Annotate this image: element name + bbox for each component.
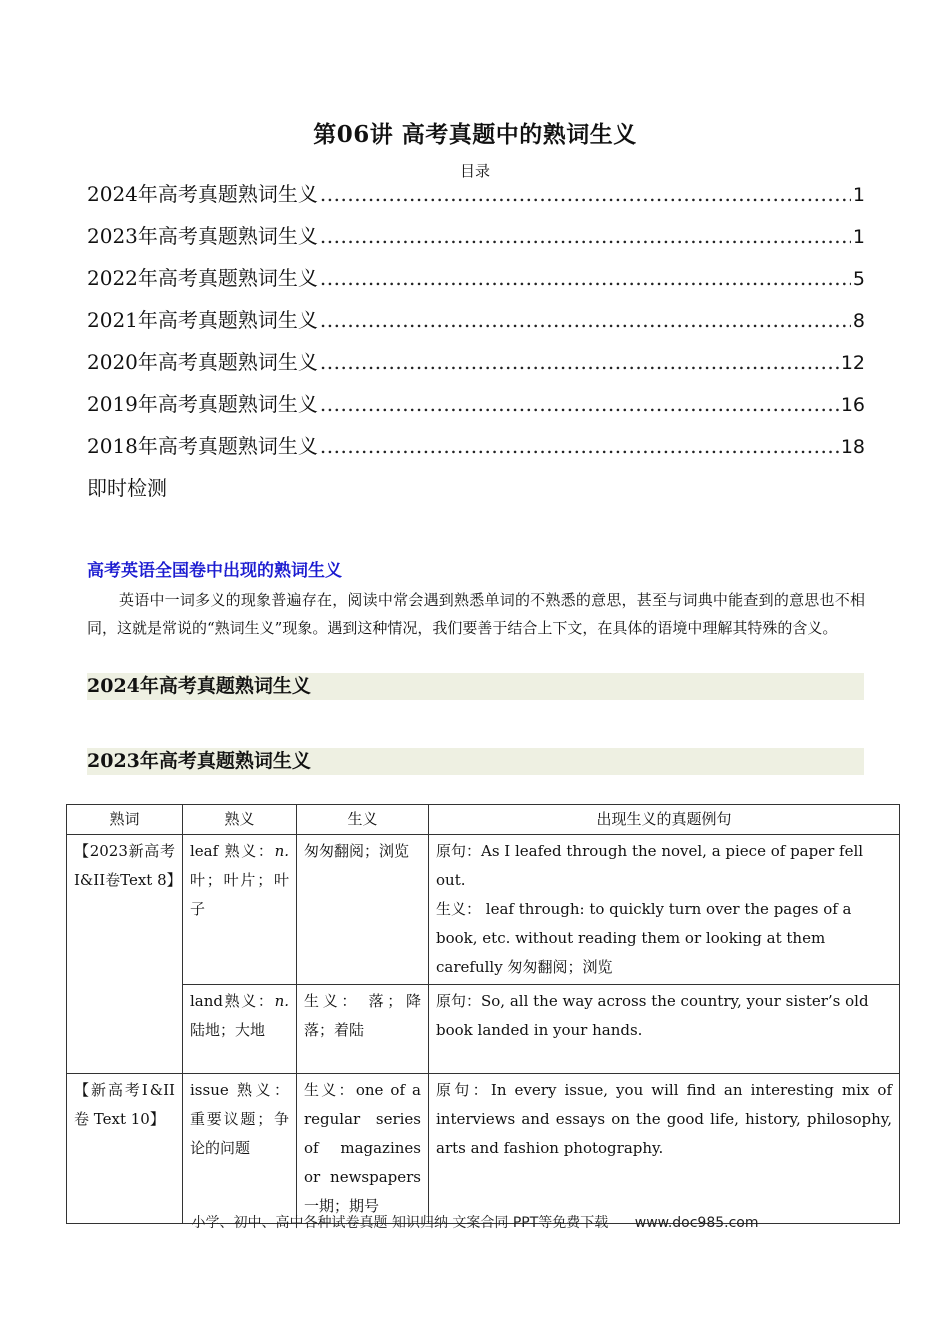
toc-leader-dots [320, 178, 851, 210]
toc-entry-2021[interactable] [87, 304, 865, 346]
toc-entry-page: 18 [840, 436, 865, 458]
example-original: 原句：As I leafed through the novel, a piece of paper fell out. [436, 842, 864, 889]
new-meaning: 匆匆翻阅；浏览 [304, 842, 410, 860]
familiar-cell [183, 1074, 297, 1224]
familiar-meaning: 陆地；大地 [190, 1021, 266, 1039]
toc-entry-2019[interactable] [87, 388, 865, 430]
section-banner-2023: 2023年高考真题熟词生义 [87, 748, 864, 775]
example-original: 原句：So, all the way across the country, your sister’s old book landed in your hands. [436, 992, 869, 1039]
toc-entry-page: 1 [852, 184, 865, 206]
toc-entry-label: 2022年高考真题熟词生义 [87, 266, 318, 290]
toc-leader-dots [320, 262, 851, 294]
header-word: 熟词 [67, 805, 183, 835]
table-row [67, 1074, 900, 1224]
toc-entry-label: 2023年高考真题熟词生义 [87, 224, 318, 248]
toc-entry-label: 2020年高考真题熟词生义 [87, 350, 318, 374]
new-meaning: 生义：one of a regular series of magazines or newspapers 一期；期号 [304, 1081, 421, 1215]
table-row [67, 985, 900, 1074]
table-of-contents [87, 178, 865, 514]
example-cell [429, 985, 900, 1074]
familiar-meaning: issue 熟义：重要议题；争论的问题 [190, 1081, 289, 1157]
familiar-prefix: 熟义： [223, 992, 275, 1010]
section-banner-2024: 2024年高考真题熟词生义 [87, 673, 864, 700]
example-new-meaning: 生义： leaf through: to quickly turn over the pages of a book, etc. without reading them or looking at them carefully 匆匆翻阅；浏览 [436, 900, 852, 976]
toc-entry-2018[interactable] [87, 430, 865, 472]
familiar-meaning: 叶；叶片；叶子 [190, 871, 289, 918]
page-title: 第06讲 高考真题中的熟词生义 [313, 121, 637, 148]
word: leaf [190, 842, 219, 860]
part-of-speech: n. [274, 992, 289, 1010]
vocab-table [66, 804, 900, 1224]
toc-entry-label: 2021年高考真题熟词生义 [87, 308, 318, 332]
toc-heading: 目录 [459, 162, 490, 180]
toc-leader-dots [320, 346, 839, 378]
toc-entry-2024[interactable] [87, 178, 865, 220]
new-meaning-cell [297, 835, 429, 985]
toc-leader-dots [320, 430, 839, 462]
familiar-prefix: 熟义： [218, 842, 275, 860]
example-original: 原句：In every issue, you will find an interesting mix of interviews and essays on the good life, history, philosophy, arts and fashion photography. [436, 1081, 892, 1157]
page-footer [0, 1212, 950, 1232]
toc-entry-quiz[interactable] [87, 472, 865, 514]
word: land [190, 992, 224, 1010]
source-label: 【新高考Ⅰ&II卷 Text 10】 [74, 1081, 175, 1128]
new-meaning: 生义： 落；降落；着陆 [304, 992, 421, 1039]
source-cell [67, 1074, 183, 1224]
familiar-cell [183, 835, 297, 985]
toc-entry-2022[interactable] [87, 262, 865, 304]
new-meaning-cell [297, 1074, 429, 1224]
footer-text: 小学、初中、高中各种试卷真题 知识归纳 文案合同 PPT等免费下载 [191, 1215, 609, 1231]
toc-entry-page: 16 [840, 394, 865, 416]
toc-entry-label: 即时检测 [87, 476, 167, 500]
toc-entry-label: 2019年高考真题熟词生义 [87, 392, 318, 416]
header-familiar: 熟义 [183, 805, 297, 835]
example-cell [429, 835, 900, 985]
part-of-speech: n. [274, 842, 289, 860]
toc-entry-2020[interactable] [87, 346, 865, 388]
familiar-cell [183, 985, 297, 1074]
header-example: 出现生义的真题例句 [429, 805, 900, 835]
toc-entry-page: 12 [840, 352, 865, 374]
table-header-row [67, 805, 900, 835]
toc-leader-dots [320, 304, 851, 336]
source-cell [67, 835, 183, 1074]
toc-entry-label: 2018年高考真题熟词生义 [87, 434, 318, 458]
toc-leader-dots [320, 220, 851, 252]
new-meaning-cell [297, 985, 429, 1074]
toc-entry-label: 2024年高考真题熟词生义 [87, 182, 318, 206]
table-row [67, 835, 900, 985]
section-title: 高考英语全国卷中出现的熟词生义 [87, 561, 342, 581]
toc-entry-page: 1 [852, 226, 865, 248]
toc-entry-2023[interactable] [87, 220, 865, 262]
header-new-meaning: 生义 [297, 805, 429, 835]
intro-paragraph: 英语中一词多义的现象普遍存在，阅读中常会遇到熟悉单词的不熟悉的意思，甚至与词典中能查到的意思也不相同，这就是常说的“熟词生义”现象。遇到这种情况，我们要善于结合上下文，在具体的语境中理解其特殊的含义。 [87, 591, 865, 637]
toc-entry-page: 5 [852, 268, 865, 290]
source-label: 【2023新高考Ⅰ&II卷Text 8】 [74, 842, 182, 889]
example-cell [429, 1074, 900, 1224]
toc-leader-dots [320, 388, 839, 420]
toc-entry-page: 8 [852, 310, 865, 332]
footer-url[interactable]: www.doc985.com [634, 1215, 759, 1231]
